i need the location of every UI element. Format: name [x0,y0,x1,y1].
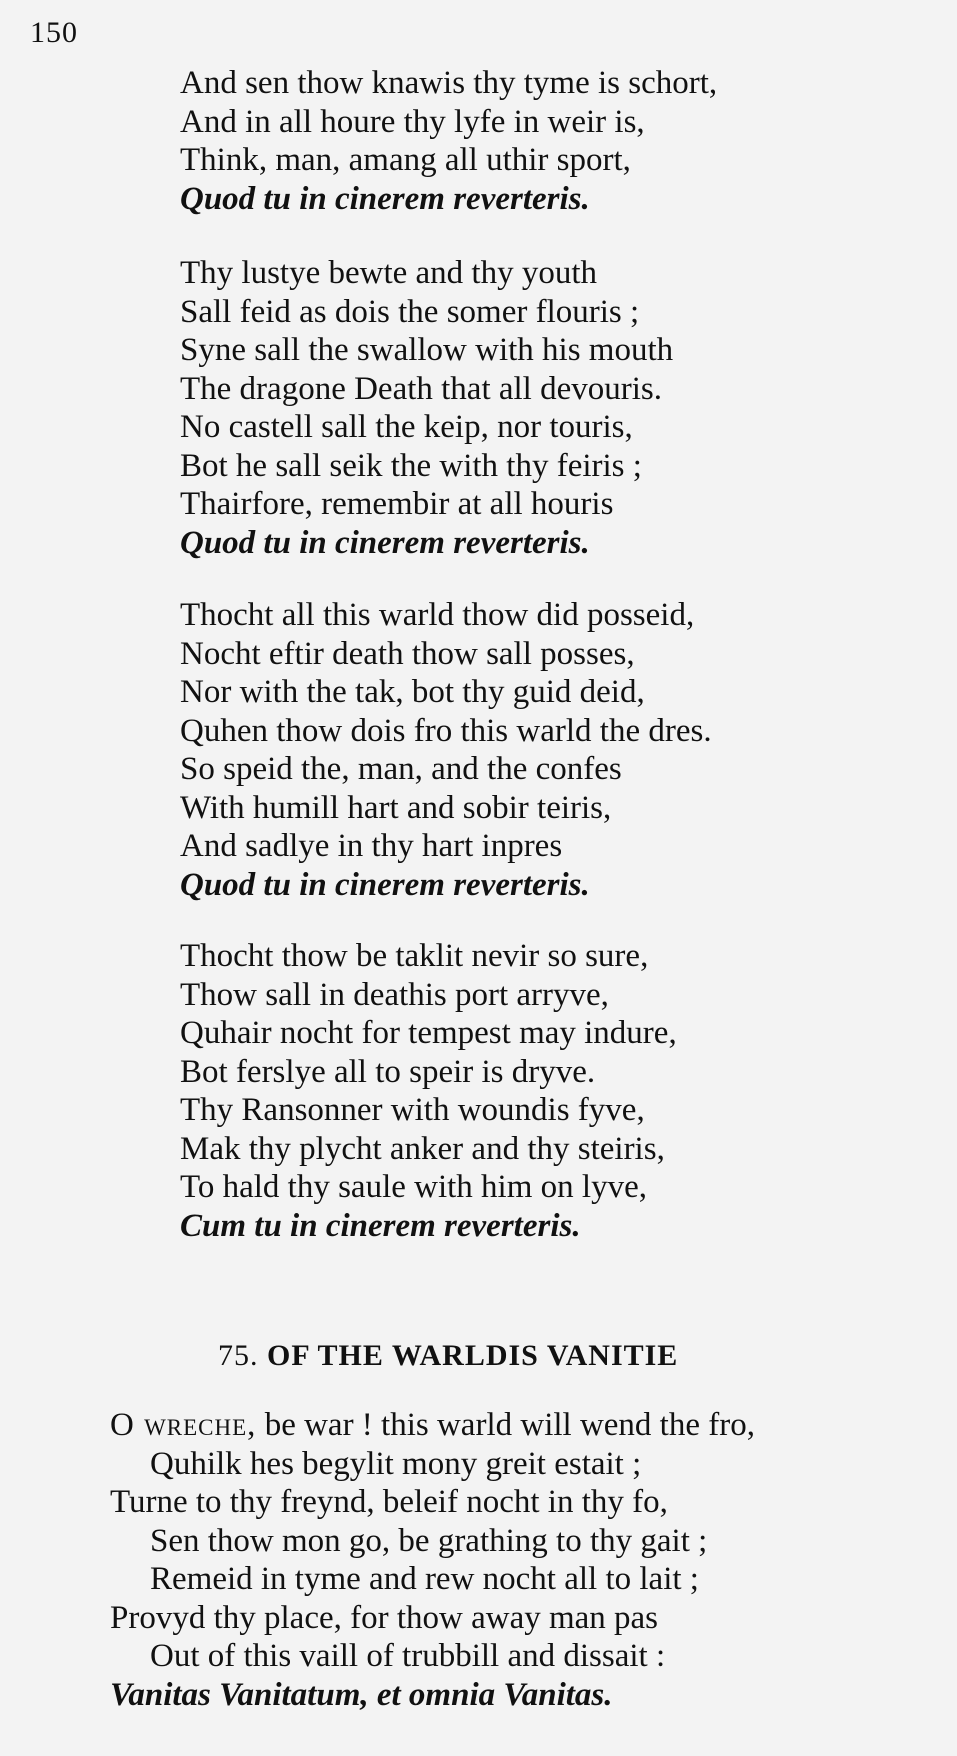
poem-line: Remeid in tyme and rew nocht all to lait ; [150,1561,699,1597]
poem-line: Thow sall in deathis port arryve, [180,976,609,1013]
poem-line: Sen thow mon go, be grathing to thy gait ; [150,1522,708,1559]
poem-title [218,1339,678,1373]
poem-line: Thy Ransonner with woundis fyve, [180,1092,645,1128]
poem-line: Thy lustye bewte and thy youth [180,255,598,291]
stanza-1 [180,64,717,218]
poem-line: And in all houre thy lyfe in weir is, [180,103,645,140]
poem-line: Nocht eftir death thow sall posses, [180,635,635,672]
poem-line: Thocht thow be taklit nevir so sure, [180,938,649,974]
refrain-line: Quod tu in cinerem reverteris. [180,180,590,217]
refrain-line: Cum tu in cinerem reverteris. [180,1207,581,1244]
poem-line: To hald thy saule with him on lyve, [180,1169,647,1205]
poem-line: Quhair nocht for tempest may indure, [180,1015,677,1051]
poem-line: With humill hart and sobir teiris, [180,789,612,826]
poem-line: So speid the, man, and the confes [180,751,622,787]
poem-line: Nor with the tak, bot thy guid deid, [180,674,645,710]
poem-number: 75. [218,1339,259,1372]
poem-line: Sall feid as dois the somer flouris ; [180,293,640,330]
poem-line: Syne sall the swallow with his mouth [180,332,674,368]
poem-line: Bot he sall seik the with thy feiris ; [180,447,642,484]
poem2-stanza [110,1406,755,1714]
refrain-line: Vanitas Vanitatum, et omnia Vanitas. [110,1676,613,1713]
page-number: 150 [30,16,78,49]
poem-line: And sen thow knawis thy tyme is schort, [180,65,718,101]
poem-line: Provyd thy place, for thow away man pas [110,1599,659,1636]
poem-title-text: OF THE WARLDIS VANITIE [267,1339,679,1372]
refrain-line: Quod tu in cinerem reverteris. [180,866,590,903]
poem-line: Mak thy plycht anker and thy steiris, [180,1130,665,1167]
poem-line: Quhen thow dois fro this warld the dres. [180,712,712,749]
first-line-rest: be war ! this warld will wend the fro, [256,1407,755,1443]
opening-words: O wreche, [110,1407,257,1443]
poem-line: Out of this vaill of trubbill and dissait : [150,1638,666,1674]
stanza-2 [180,254,673,562]
poem-line: The dragone Death that all devouris. [180,370,662,407]
poem-line: Think, man, amang all uthir sport, [180,142,631,178]
poem-line: Thocht all this warld thow did posseid, [180,597,695,633]
poem-line: No castell sall the keip, nor touris, [180,409,633,445]
stanza-4 [180,937,677,1245]
poem-line: Thairfore, remembir at all houris [180,486,614,522]
stanza-3 [180,596,712,904]
poem-line: Turne to thy freynd, beleif nocht in thy fo, [110,1484,668,1520]
poem-line-first [110,1406,755,1445]
poem-line: Bot ferslye all to speir is dryve. [180,1053,596,1090]
poem-line: Quhilk hes begylit mony greit estait ; [150,1445,642,1482]
refrain-line: Quod tu in cinerem reverteris. [180,524,590,561]
poem-line: And sadlye in thy hart inpres [180,828,563,864]
